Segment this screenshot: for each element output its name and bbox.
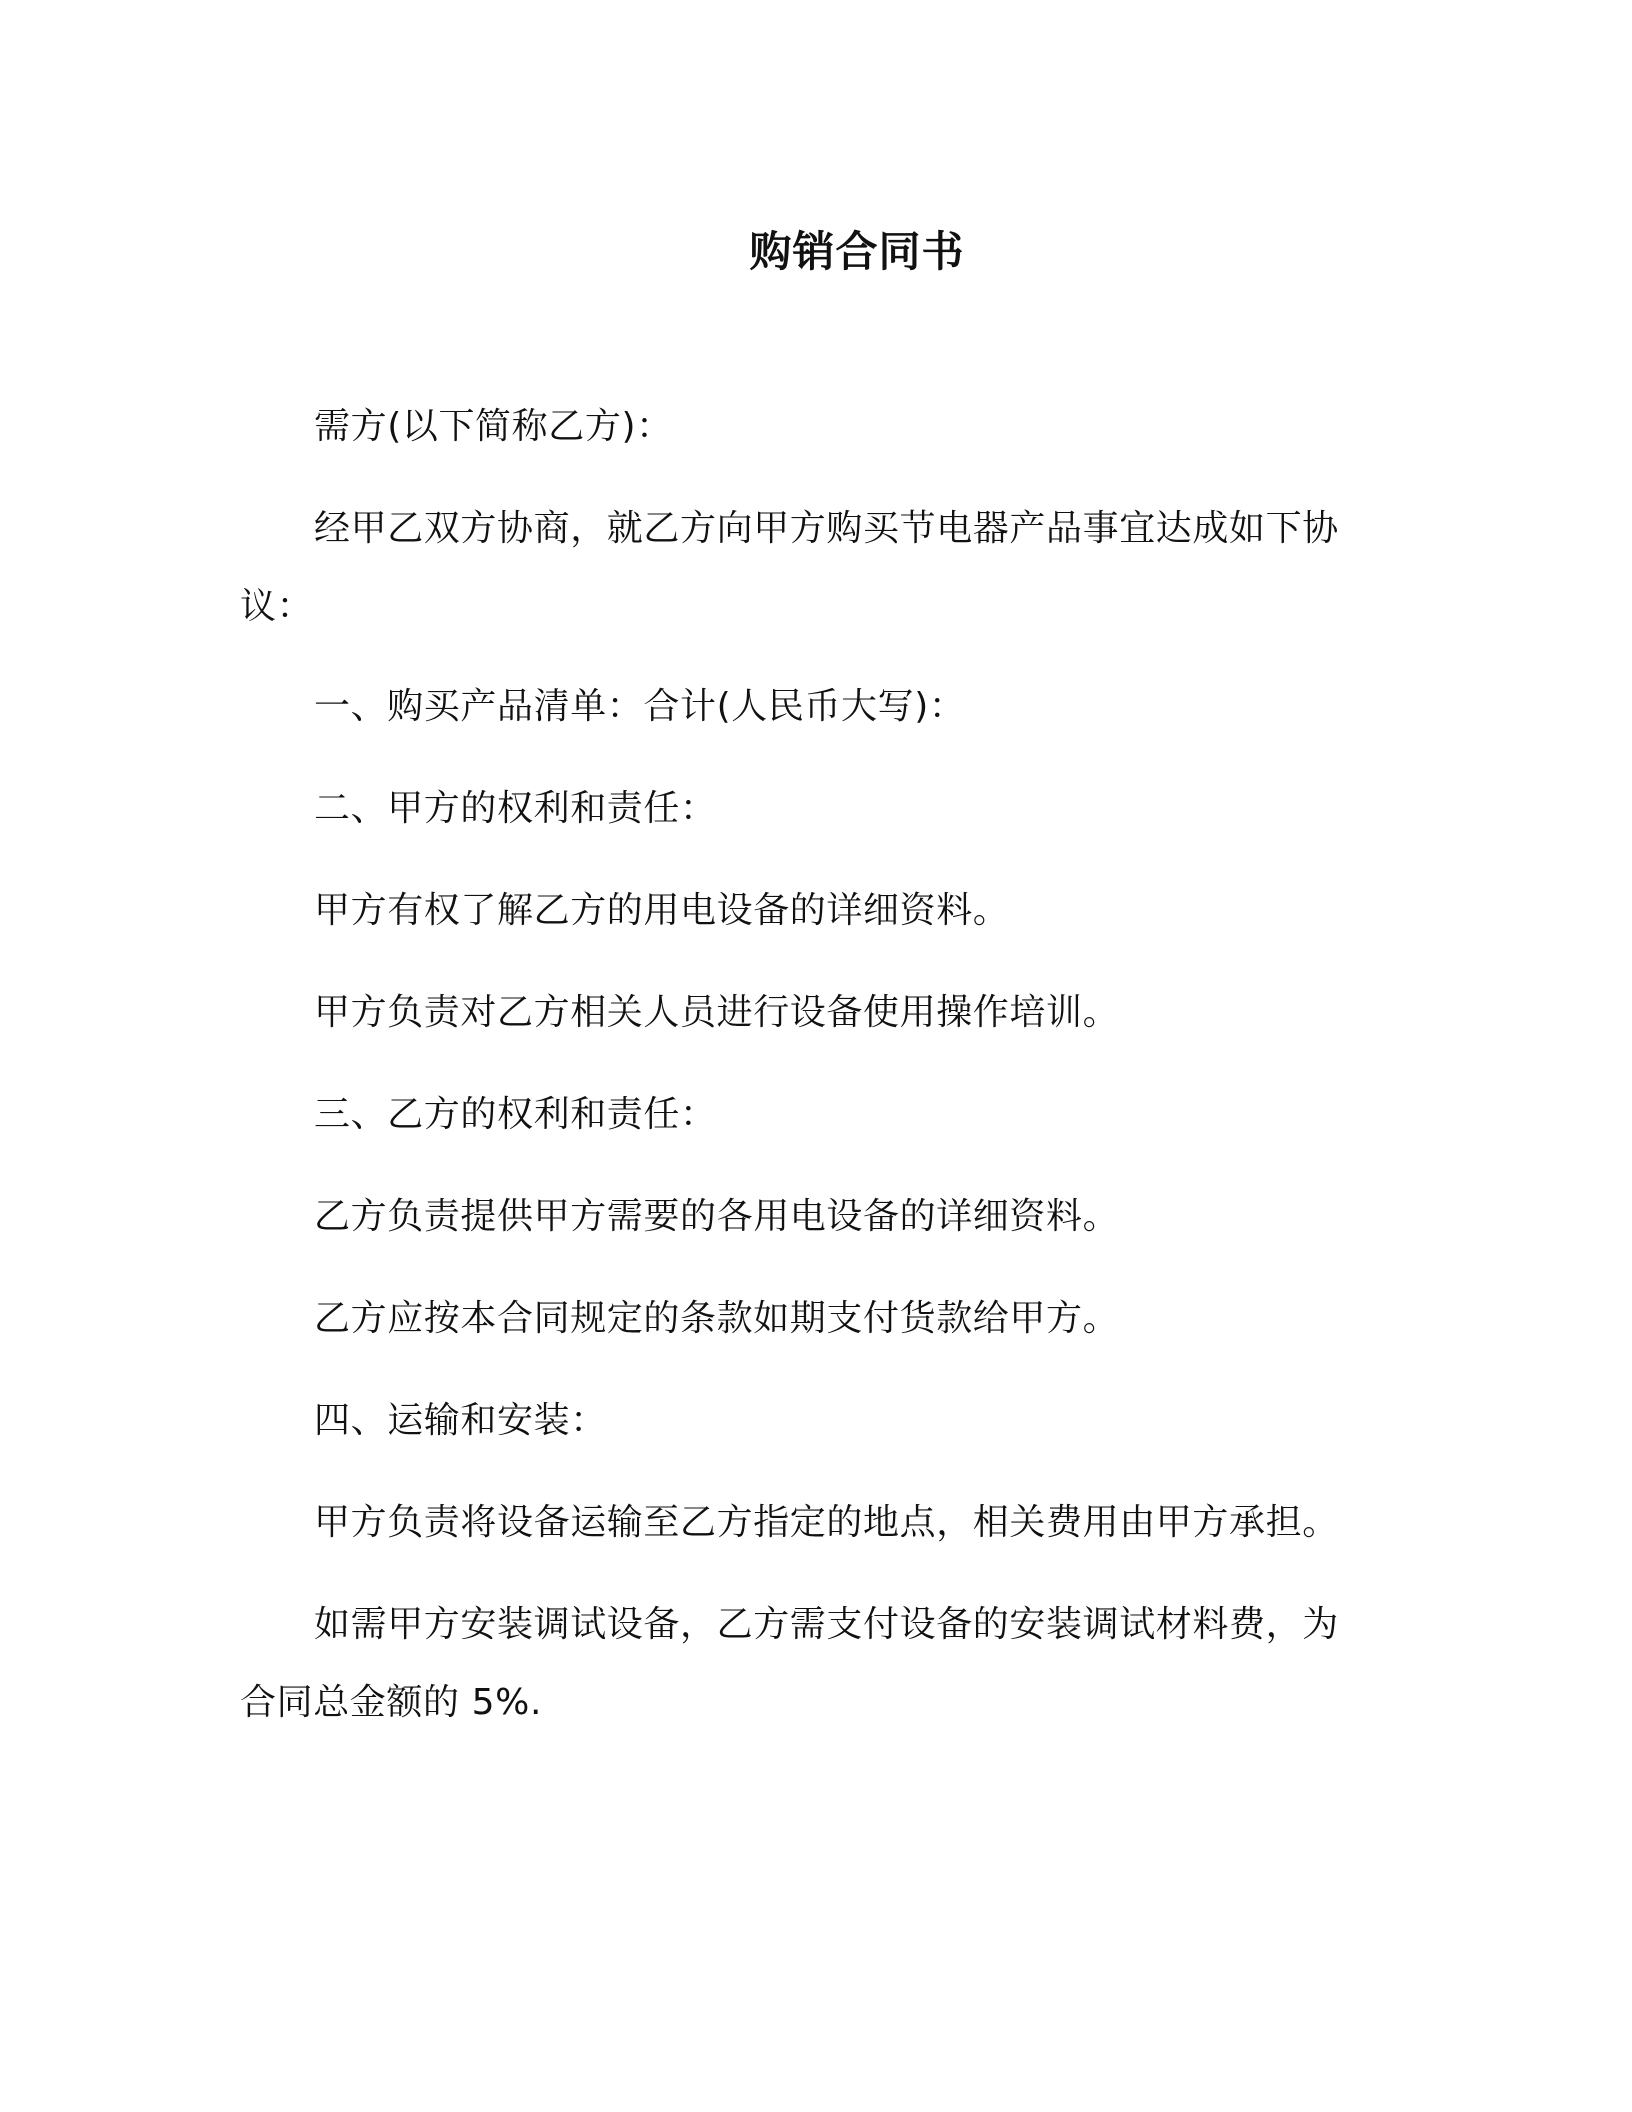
paragraph-party-a-training: 甲方负责对乙方相关人员进行设备使用操作培训。 bbox=[314, 992, 1120, 1033]
document-title: 购销合同书 bbox=[749, 227, 965, 276]
section-heading-transport: 四、运输和安装： bbox=[314, 1400, 607, 1441]
section-heading-party-a: 二、甲方的权利和责任： bbox=[314, 788, 717, 829]
paragraph-party-b-payment: 乙方应按本合同规定的条款如期支付货款给甲方。 bbox=[314, 1298, 1120, 1339]
paragraph-party-b-info: 乙方负责提供甲方需要的各用电设备的详细资料。 bbox=[314, 1196, 1120, 1237]
section-heading-product-list: 一、购买产品清单：合计(人民币大写)： bbox=[314, 686, 966, 727]
paragraph-installation-fee: 如需甲方安装调试设备，乙方需支付设备的安装调试材料费，为合同总金额的 5%. bbox=[240, 1604, 1339, 1723]
paragraph-transport-cost: 甲方负责将设备运输至乙方指定的地点，相关费用由甲方承担。 bbox=[314, 1502, 1339, 1543]
paragraph-party-a-right: 甲方有权了解乙方的用电设备的详细资料。 bbox=[314, 890, 1010, 931]
section-heading-party-b: 三、乙方的权利和责任： bbox=[314, 1094, 717, 1135]
paragraph-party-b: 需方(以下简称乙方)： bbox=[314, 406, 673, 447]
paragraph-intro: 经甲乙双方协商，就乙方向甲方购买节电器产品事宜达成如下协议： bbox=[240, 508, 1339, 627]
